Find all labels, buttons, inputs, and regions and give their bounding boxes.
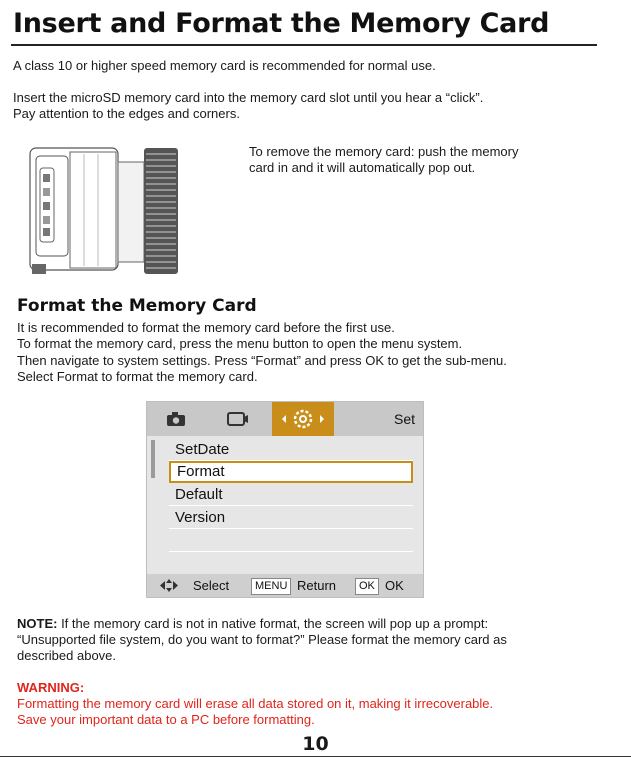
menu-item-default[interactable]: Default: [169, 484, 413, 506]
format-text-line4: Select Format to format the memory card.: [17, 369, 258, 384]
camera-side-illustration: [24, 142, 188, 278]
menu-item-empty: [169, 530, 413, 552]
remove-text-line2: card in and it will automatically pop out.: [249, 160, 476, 175]
menu-key: MENU: [251, 578, 291, 595]
warning-label: WARNING:: [17, 680, 85, 695]
remove-text-line1: To remove the memory card: push the memory: [249, 144, 519, 159]
intro-text: A class 10 or higher speed memory card is recommended for normal use.: [13, 58, 436, 73]
warning-line1: Formatting the memory card will erase all data stored on it, making it irrecoverable.: [17, 696, 494, 711]
format-text-line1: It is recommended to format the memory card before the first use.: [17, 320, 395, 335]
insert-text-line2: Pay attention to the edges and corners.: [13, 106, 240, 121]
camera-menu-screen: [146, 401, 424, 598]
page-number: 10: [302, 733, 329, 755]
camera-icon: [163, 402, 189, 436]
note-line3: described above.: [17, 648, 117, 663]
insert-text-line1: Insert the microSD memory card into the memory card slot until you hear a “click”.: [13, 90, 484, 105]
menu-item-format[interactable]: Format: [169, 461, 413, 483]
note-line1: [17, 616, 488, 633]
footer-select-label: Select: [193, 578, 230, 593]
page-title: Insert and Format the Memory Card: [13, 8, 550, 39]
menu-item-version[interactable]: Version: [169, 507, 413, 529]
format-text-line2: To format the memory card, press the menu button to open the menu system.: [17, 336, 463, 351]
format-text-line3: Then navigate to system settings. Press “Format” and press OK to get the sub-menu.: [17, 353, 507, 368]
video-icon: [225, 402, 251, 436]
note-text: If the memory card is not in native format, the screen will pop up a prompt:: [57, 616, 489, 631]
section-heading: Format the Memory Card: [17, 296, 257, 316]
menu-scrollbar: [151, 440, 155, 478]
settings-tab: [272, 402, 334, 436]
note-line2: “Unsupported file system, do you want to format?” Please format the memory card as: [17, 632, 507, 647]
menu-tab-bar: [147, 402, 423, 436]
warning-line2: Save your important data to a PC before formatting.: [17, 712, 315, 727]
menu-section-label: Set: [393, 411, 415, 427]
footer-ok-label: OK: [385, 578, 404, 593]
menu-item-setdate[interactable]: SetDate: [169, 439, 413, 461]
footer-return-label: Return: [297, 578, 337, 593]
title-divider: [11, 44, 597, 46]
navigate-arrows-icon: [159, 578, 179, 593]
note-label: NOTE:: [17, 616, 58, 631]
ok-key: OK: [355, 578, 379, 595]
menu-footer: [147, 574, 423, 597]
settings-gear-icon: [272, 402, 334, 436]
